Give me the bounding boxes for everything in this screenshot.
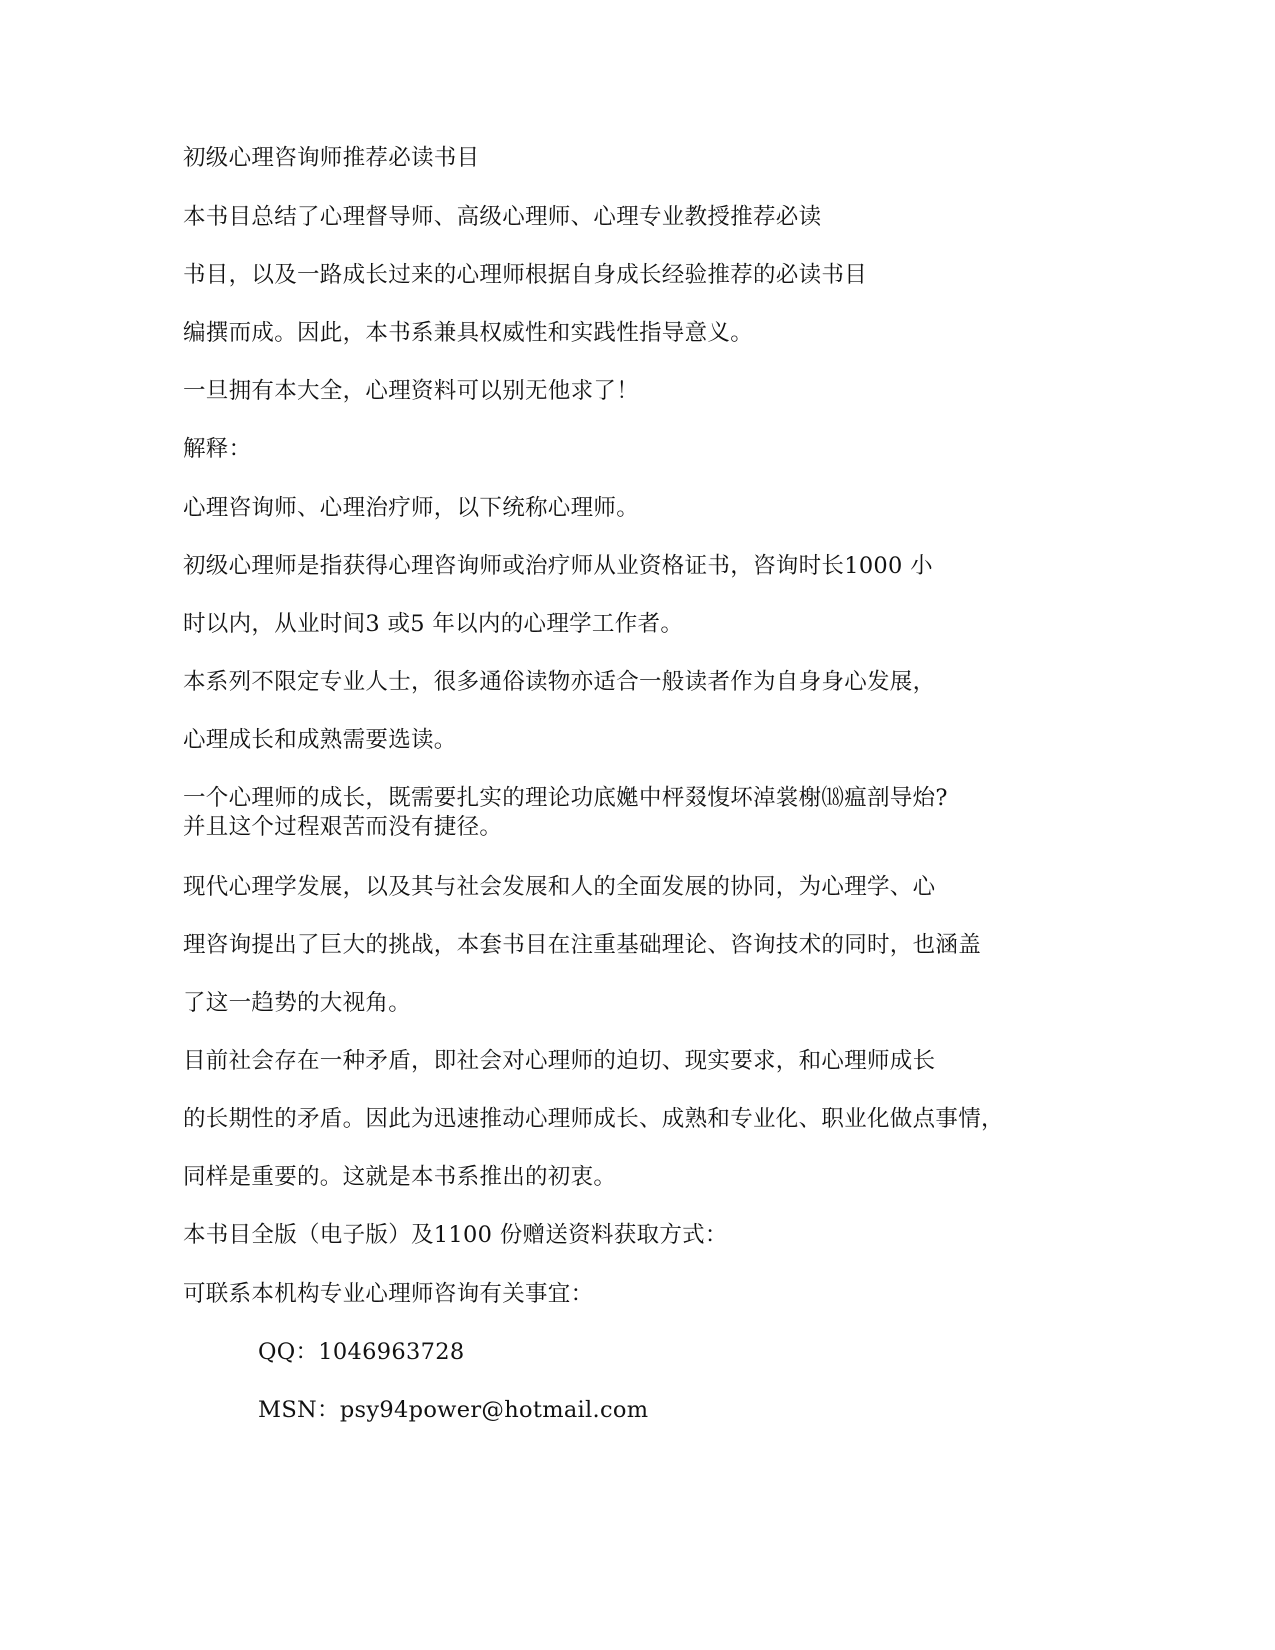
paragraph-line: 时以内，从业时间3 或5 年以内的心理学工作者。 [183,611,684,637]
paragraph-line: 理咨询提出了巨大的挑战，本套书目在注重基础理论、咨询技术的同时，也涵盖 [183,932,982,958]
paragraph-line: 心理咨询师、心理治疗师，以下统称心理师。 [183,495,640,521]
paragraph-line: 现代心理学发展，以及其与社会发展和人的全面发展的协同，为心理学、心 [183,874,936,900]
paragraph-line: 的长期性的矛盾。因此为迅速推动心理师成长、成熟和专业化、职业化做点事情， [183,1106,1004,1132]
contact-qq: QQ：1046963728 [258,1339,465,1365]
paragraph-line: 本书目总结了心理督导师、高级心理师、心理专业教授推荐必读 [183,204,822,230]
paragraph-line: 并且这个过程艰苦而没有捷径。 [183,814,503,840]
section-label: 解释： [183,436,252,462]
paragraph-line: 书目，以及一路成长过来的心理师根据自身成长经验推荐的必读书目 [183,262,868,288]
paragraph-line: 心理成长和成熟需要选读。 [183,727,457,753]
paragraph-line: 同样是重要的。这就是本书系推出的初衷。 [183,1164,617,1190]
paragraph-line: 本系列不限定专业人士，很多通俗读物亦适合一般读者作为自身身心发展， [183,669,936,695]
paragraph-line: 目前社会存在一种矛盾，即社会对心理师的迫切、现实要求，和心理师成长 [183,1048,936,1074]
paragraph-line: 初级心理师是指获得心理咨询师或治疗师从业资格证书，咨询时长1000 小 [183,553,933,579]
paragraph-line: 本书目全版（电子版）及1100 份赠送资料获取方式： [183,1222,728,1248]
document-title: 初级心理咨询师推荐必读书目 [183,145,480,171]
paragraph-line: 可联系本机构专业心理师咨询有关事宜： [183,1281,594,1307]
paragraph-line: 了这一趋势的大视角。 [183,990,412,1016]
contact-msn: MSN：psy94power@hotmail.com [258,1397,649,1423]
paragraph-line: 一个心理师的成长，既需要扎实的理论功底嬔中枰叕愎坏淖裳榭⒅瘟剖导炲? [183,785,948,811]
paragraph-line: 一旦拥有本大全，心理资料可以别无他求了！ [183,378,640,404]
paragraph-line: 编撰而成。因此，本书系兼具权威性和实践性指导意义。 [183,320,754,346]
